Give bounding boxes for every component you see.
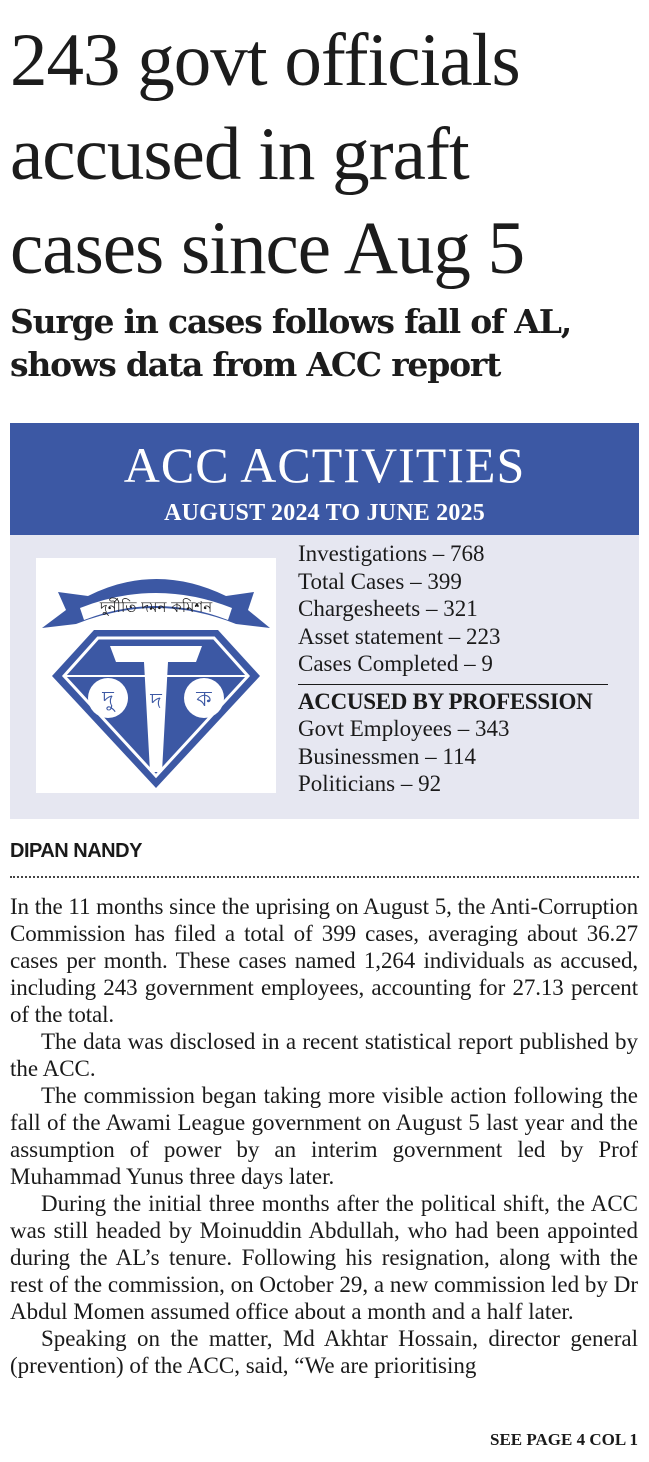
byline-divider	[10, 876, 639, 878]
article-paragraph: During the initial three months after the political shift, the ACC was still headed by Moinuddin Abdullah, who had been appointed during the AL’s tenure. Following his resignation, along with the rest of the commission, on October 29, a new commission led by Dr Abdul Momen assumed office about a month and a half later.	[10, 1191, 638, 1324]
headline-line: accused in graft	[10, 113, 469, 196]
article-paragraph: The commission began taking more visible action following the fall of the Awami League government on August 5 last year and the assumption of power by an interim government led by Prof Muhammad Yunus three days later.	[10, 1083, 638, 1189]
stats-list	[298, 540, 628, 798]
stat-item: Asset statement – 223	[298, 623, 501, 649]
stat-item: Cases Completed – 9	[298, 651, 493, 676]
subheadline-line: Surge in cases follows fall of AL,	[10, 302, 571, 341]
emblem-letter: ক	[196, 687, 212, 712]
acc-diamond-logo-icon	[36, 558, 276, 793]
continuation-link[interactable]: SEE PAGE 4 COL 1	[490, 1430, 638, 1449]
profession-item: Politicians – 92	[298, 771, 442, 796]
acc-activities-infobox	[10, 423, 639, 819]
infobox-subtitle: AUGUST 2024 TO JUNE 2025	[164, 500, 485, 526]
headline-line: 243 govt officials	[10, 19, 520, 102]
acc-logo	[36, 558, 276, 793]
subheadline	[10, 300, 640, 386]
byline: DIPAN NANDY	[10, 840, 142, 862]
infobox-title: ACC ACTIVITIES	[123, 437, 526, 493]
stat-item: Investigations – 768	[298, 541, 485, 566]
headline	[10, 14, 640, 296]
article-paragraph: Speaking on the matter, Md Akhtar Hossain, director general (prevention) of the ACC, said, “We are prioritising	[10, 1326, 638, 1378]
logo-ribbon-text: দুর্নীতি দমন কমিশন	[99, 598, 213, 616]
profession-heading: ACCUSED BY PROFESSION	[298, 688, 593, 714]
stats-divider	[298, 684, 608, 685]
infobox-header	[10, 423, 639, 535]
profession-item: Govt Employees – 343	[298, 716, 510, 741]
stat-item: Chargesheets – 321	[298, 596, 478, 621]
stat-item: Total Cases – 399	[298, 568, 462, 594]
article-body	[10, 893, 638, 1379]
subheadline-line: shows data from ACC report	[10, 345, 501, 384]
emblem-letter: দু	[102, 687, 114, 712]
article-paragraph: In the 11 months since the uprising on August 5, the Anti-Corruption Commission has filed a total of 399 cases, averaging about 36.27 cases per month. These cases named 1,264 individuals as accused, including 243 government employees, accounting for 27.13 percent of the total.	[10, 894, 638, 1027]
emblem-letter: দ	[150, 689, 162, 714]
profession-item: Businessmen – 114	[298, 743, 477, 769]
article-paragraph: The data was disclosed in a recent statistical report published by the ACC.	[10, 1029, 638, 1081]
headline-line: cases since Aug 5	[10, 207, 525, 290]
